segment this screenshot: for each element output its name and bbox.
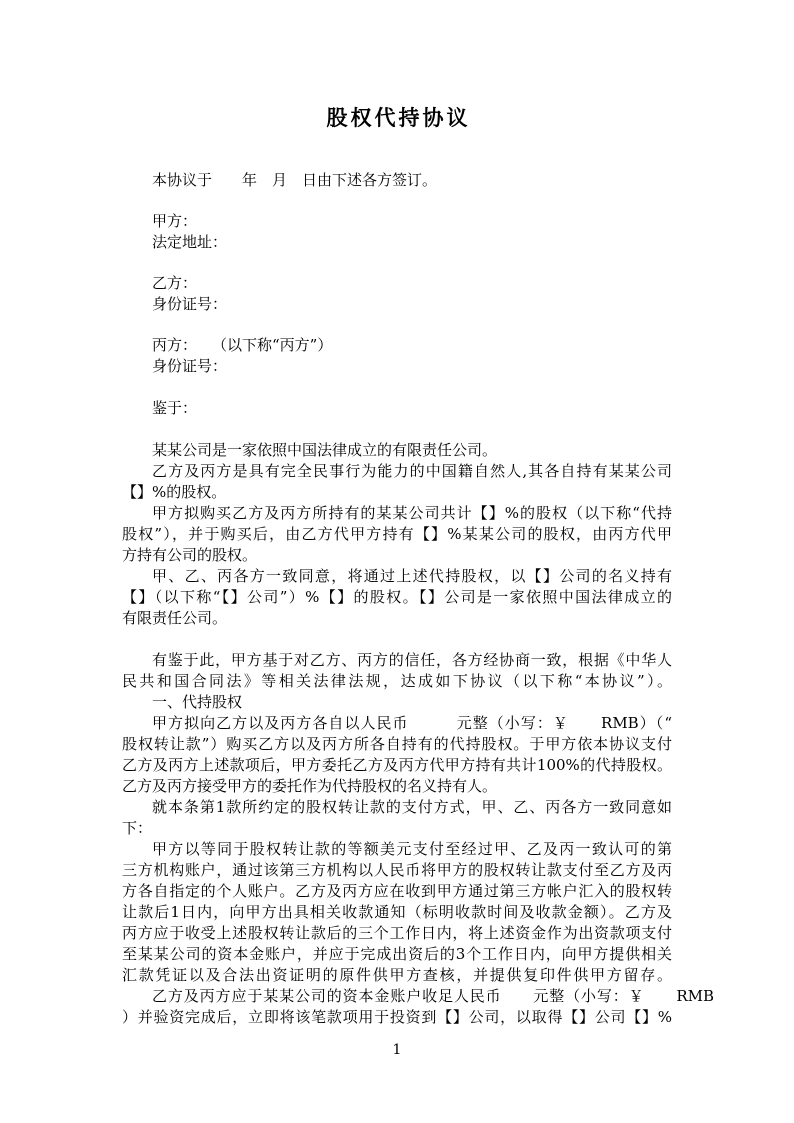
recital-line: 有限责任公司。 (122, 609, 228, 627)
recital-paragraph (122, 503, 672, 566)
recital-line: 【】（以下称“【】公司”）%【】的股权。【】公司是一家依照中国法律成立的 (122, 588, 672, 606)
party-a-address-label: 法定地址： (152, 233, 228, 251)
party-a-label: 甲方： (152, 212, 198, 230)
recital-paragraph (122, 461, 672, 503)
recital-line: 【】%的股权。 (122, 483, 227, 501)
clause-line: 汇款凭证以及合法出资证明的原件供甲方查核，并提供复印件供甲方留存。 (122, 966, 672, 984)
recital-line: 甲、乙、丙各方一致同意，将通过上述代持股权，以【】公司的名义持有 (152, 567, 672, 585)
clause-paragraph (122, 713, 672, 797)
clause-line: 方各自指定的个人账户。乙方及丙方应在收到甲方通过第三方帐户汇入的股权转 (122, 882, 672, 900)
recital-line: 方持有公司的股权。 (122, 546, 258, 564)
clause-line: 股权转让款”）购买乙方以及丙方所各自持有的代持股权。于甲方依本协议支付 (122, 735, 672, 753)
page-number: 1 (392, 1042, 402, 1058)
whereas-label: 鉴于： (152, 399, 198, 417)
section-1-heading: 一、代持股权 (152, 693, 243, 711)
party-c-block (122, 335, 672, 377)
clause-line: 下： (122, 819, 153, 837)
clause-paragraph (122, 797, 672, 839)
recital-line: 甲方拟购买乙方及丙方所持有的某某公司共计【】%的股权（以下称“代持 (152, 504, 672, 522)
clause-line: 至某某公司的资本金账户，并应于完成出资后的3个工作日内，向甲方提供相关 (122, 945, 672, 963)
document-body (122, 170, 714, 1028)
date-line: 本协议于 年 月 日由下述各方签订。 (152, 171, 438, 189)
clause-line: 三方机构账户，通过该第三方机构以人民币将甲方的股权转让款支付至乙方及丙 (122, 861, 672, 879)
clause-line: 乙方及丙方应于某某公司的资本金账户收足人民币 元整（小写：￥ RMB (152, 987, 714, 1005)
preamble-line: 有鉴于此，甲方基于对乙方、丙方的信任，各方经协商一致，根据《中华人 (152, 651, 672, 669)
document-title: 股权代持协议 (326, 105, 471, 130)
clause-paragraph (122, 986, 714, 1028)
party-a-block (122, 211, 672, 253)
party-b-label: 乙方： (152, 274, 198, 292)
party-c-label: 丙方： （以下称“丙方”） (152, 336, 333, 354)
clause-line: 甲方拟向乙方以及丙方各自以人民币 元整（小写：￥ RMB）（“ (152, 714, 672, 732)
recital-paragraph (122, 566, 672, 629)
clause-line: ）并验资完成后，立即将该笔款项用于投资到【】公司，以取得【】公司【】% (122, 1008, 672, 1026)
party-b-block (122, 273, 672, 315)
clause-paragraph (122, 839, 672, 986)
clause-line: 乙方及丙方接受甲方的委托作为代持股权的名义持有人。 (122, 777, 498, 795)
clause-line: 乙方及丙方上述款项后，甲方委托乙方及丙方代甲方持有共计100%的代持股权。 (122, 756, 672, 774)
recital-line: 乙方及丙方是具有完全民事行为能力的中国籍自然人,其各自持有某某公司 (152, 462, 672, 480)
party-b-id-label: 身份证号： (152, 295, 228, 313)
recital-line: 股权”），并于购买后，由乙方代甲方持有【】%某某公司的股权，由丙方代甲 (122, 525, 672, 543)
preamble-paragraph (122, 650, 672, 692)
party-c-id-label: 身份证号： (152, 357, 228, 375)
recital-paragraph (122, 440, 672, 461)
recital-line: 某某公司是一家依照中国法律成立的有限责任公司。 (152, 441, 498, 459)
clause-line: 丙方应于收受上述股权转让款后的三个工作日内，将上述资金作为出资款项支付 (122, 924, 672, 942)
clause-line: 甲方以等同于股权转让款的等额美元支付至经过甲、乙及丙一致认可的第 (152, 840, 672, 858)
clause-line: 就本条第1款所约定的股权转让款的支付方式，甲、乙、丙各方一致同意如 (152, 798, 672, 816)
preamble-line: 民共和国合同法》等相关法律法规，达成如下协议（以下称“本协议”）。 (122, 672, 672, 690)
section-1 (122, 692, 714, 1028)
clause-line: 让款后1日内，向甲方出具相关收款通知（标明收款时间及收款金额）。乙方及 (122, 903, 672, 921)
recitals (122, 440, 672, 629)
